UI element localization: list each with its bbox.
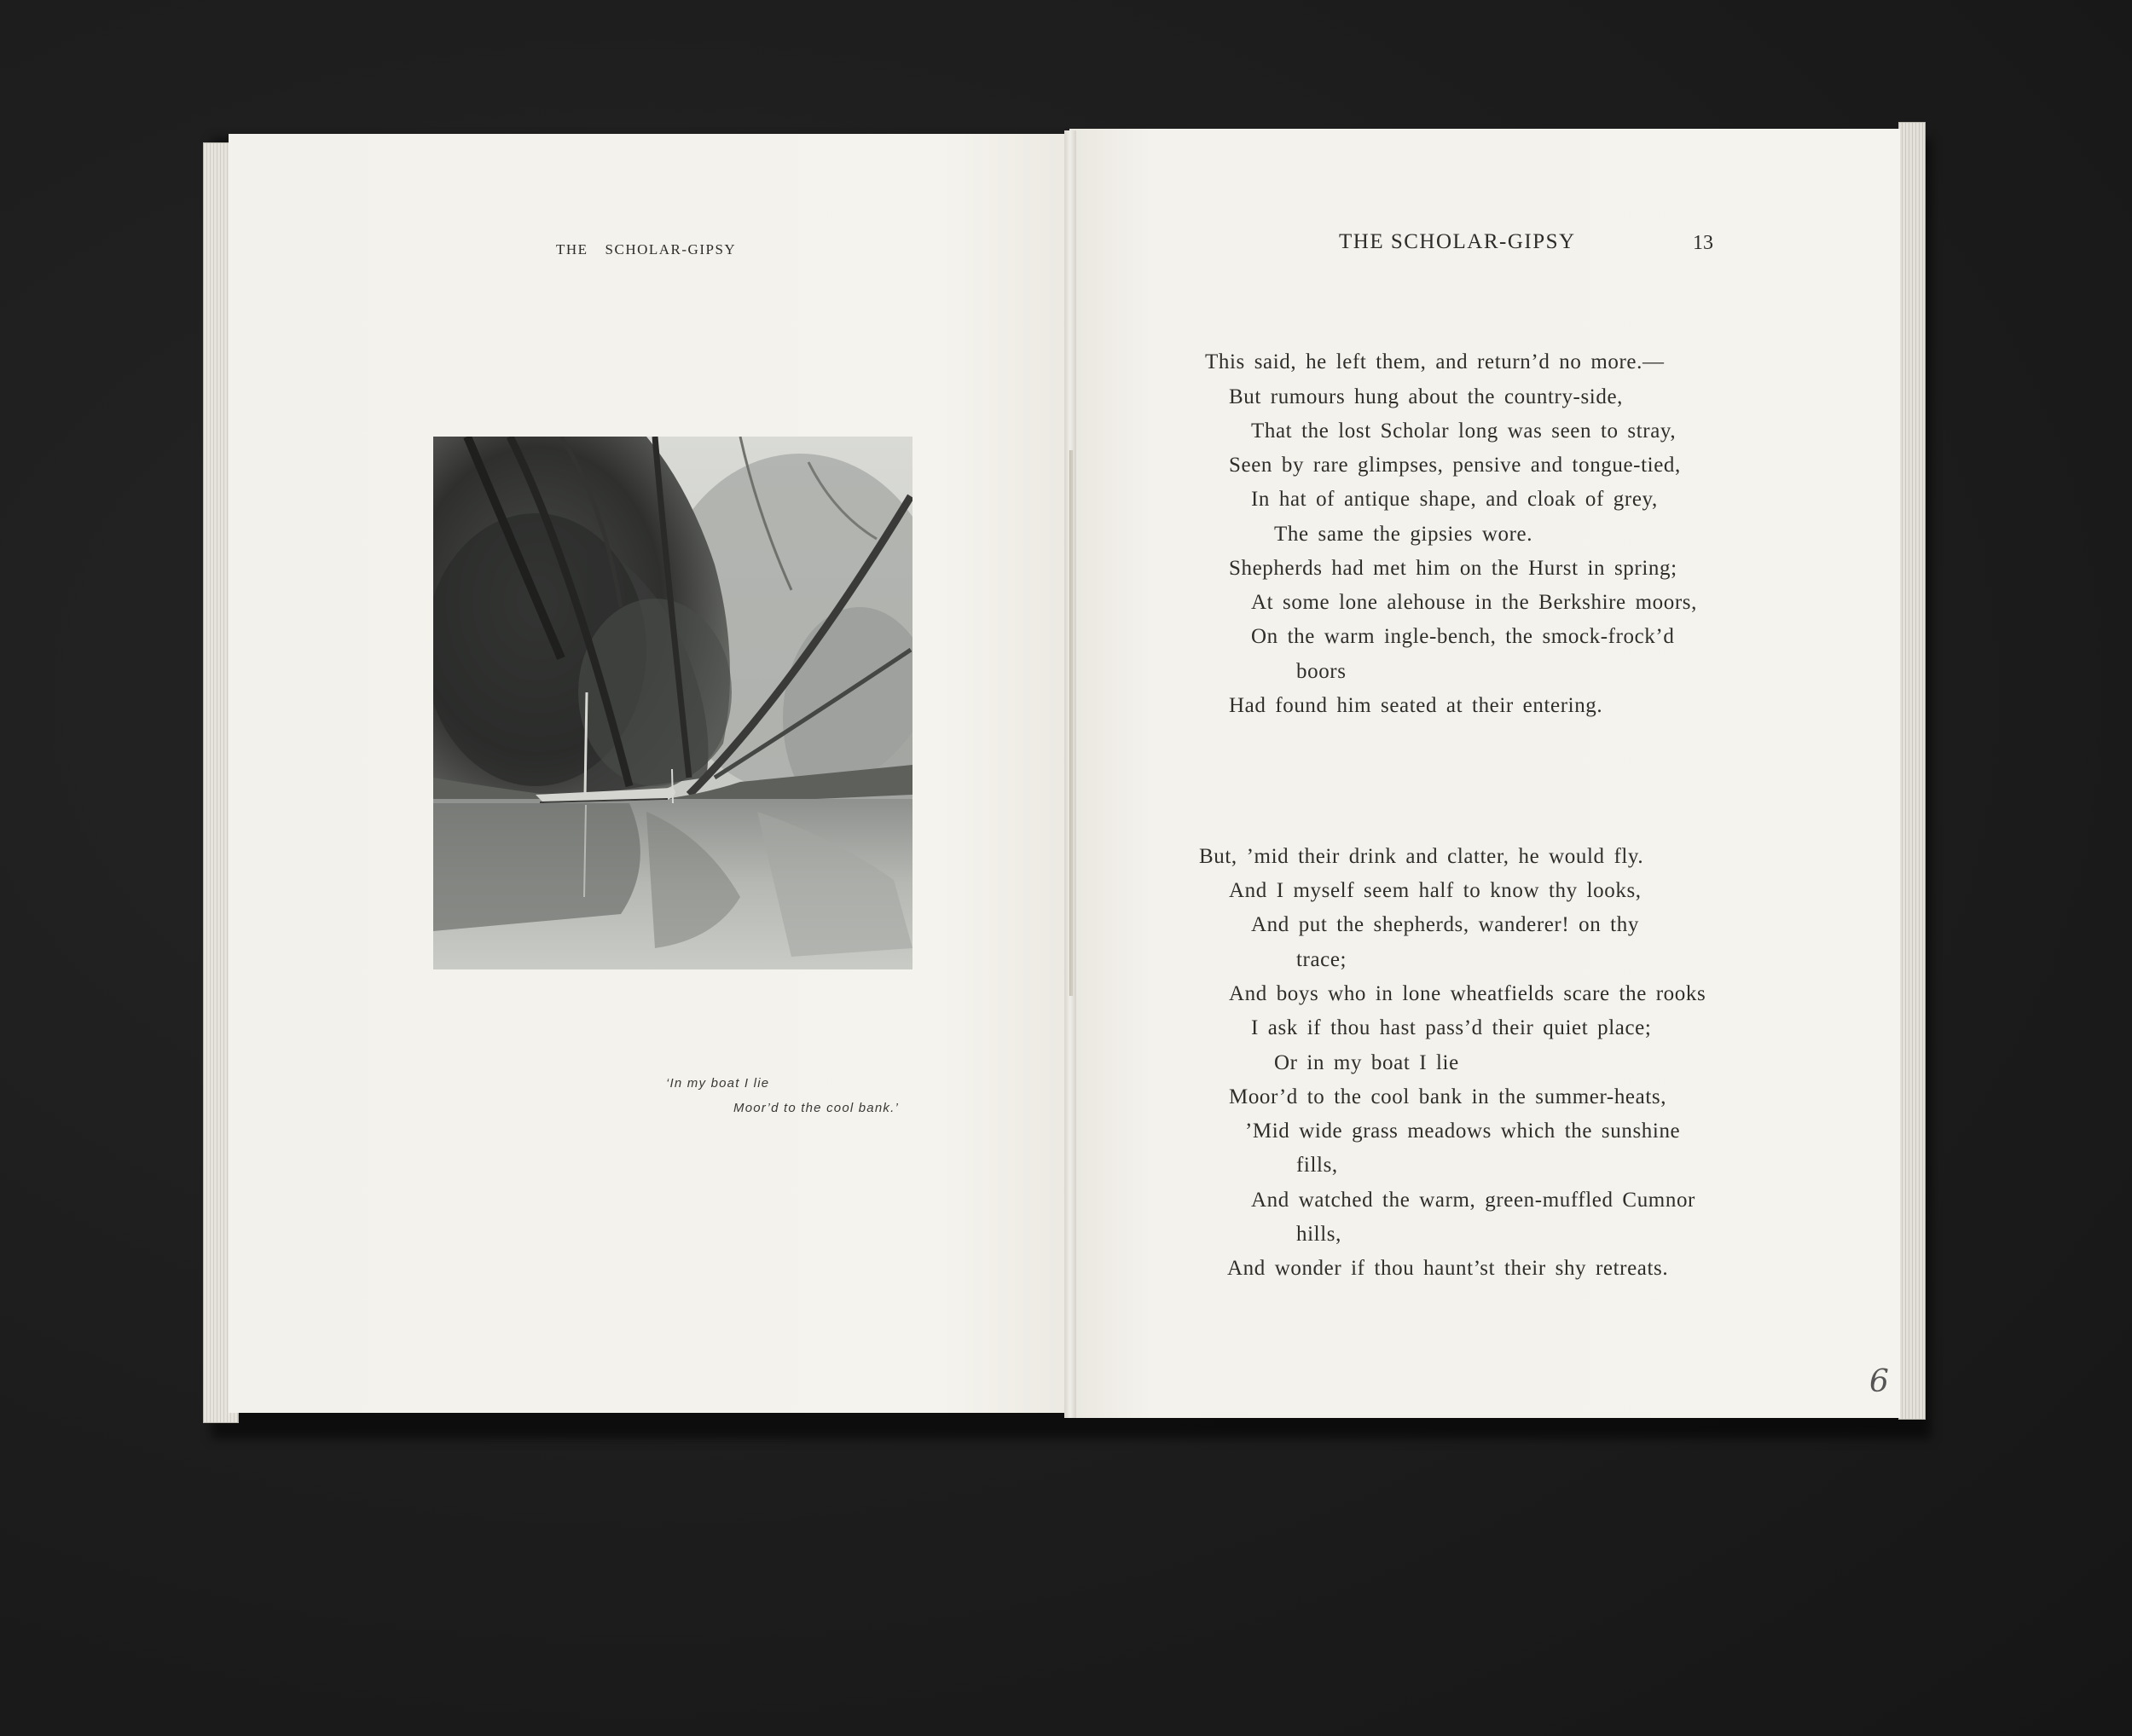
poem-line: That the lost Scholar long was seen to stray, <box>1251 420 1677 443</box>
poem-line: fills, <box>1296 1154 1338 1177</box>
photograph-plate <box>433 437 912 969</box>
plate-caption-line-1: ‘In my boat I lie <box>666 1076 770 1091</box>
poem-line: I ask if thou hast pass’d their quiet place; <box>1251 1016 1652 1039</box>
page-number: 13 <box>1693 232 1713 254</box>
river-photograph-illustration <box>433 437 912 969</box>
running-head-the: THE <box>556 241 588 258</box>
poem-line: On the warm ingle-bench, the smock-frock’d <box>1251 625 1675 648</box>
poem-line: Seen by rare glimpses, pensive and tongue-tied, <box>1229 454 1681 477</box>
right-page <box>1069 129 1900 1418</box>
poem-line: And wonder if thou haunt’st their shy retreats. <box>1227 1257 1669 1280</box>
running-head-title: SCHOLAR-GIPSY <box>605 241 737 258</box>
poem-line: And watched the warm, green-muffled Cumnor <box>1251 1189 1695 1212</box>
poem-line: Shepherds had met him on the Hurst in spring; <box>1229 557 1677 580</box>
poem-line: And put the shepherds, wanderer! on thy <box>1251 913 1639 936</box>
right-running-head: THE SCHOLAR-GIPSY <box>1339 230 1576 253</box>
poem-line: hills, <box>1296 1223 1341 1246</box>
poem-line: boors <box>1296 660 1347 683</box>
right-page-edges <box>1898 122 1926 1420</box>
poem-line: Had found him seated at their entering. <box>1229 694 1603 717</box>
poem-line: And boys who in lone wheatfields scare the rooks <box>1229 982 1706 1005</box>
poem-line: ’Mid wide grass meadows which the sunshine <box>1245 1120 1681 1143</box>
poem-line: But, ’mid their drink and clatter, he would fly. <box>1199 845 1644 868</box>
poem-line: But rumours hung about the country-side, <box>1229 385 1623 408</box>
poem-line: And I myself seem half to know thy looks, <box>1229 879 1642 902</box>
poem-line: The same the gipsies wore. <box>1274 523 1533 546</box>
poem-line: Moor’d to the cool bank in the summer-heats, <box>1229 1085 1667 1108</box>
binding-thread <box>1069 450 1073 996</box>
left-running-head <box>556 241 736 258</box>
pencil-annotation: 6 <box>1869 1364 1889 1399</box>
poem-line: Or in my boat I lie <box>1274 1051 1459 1074</box>
poem-line: In hat of antique shape, and cloak of grey, <box>1251 488 1658 511</box>
poem-line: This said, he left them, and return’d no more.— <box>1205 350 1665 373</box>
poem-line: trace; <box>1296 948 1347 971</box>
plate-caption-line-2: Moor’d to the cool bank.’ <box>733 1101 899 1115</box>
poem-line: At some lone alehouse in the Berkshire moors, <box>1251 591 1697 614</box>
